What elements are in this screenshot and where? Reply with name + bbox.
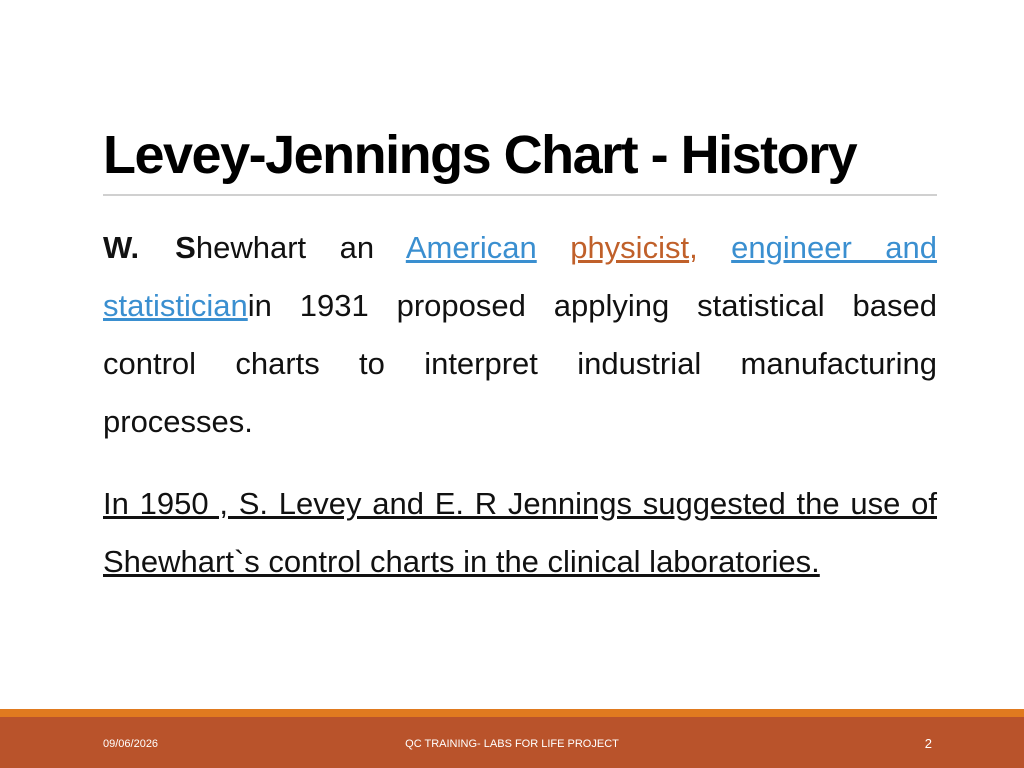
footer-title: QC TRAINING- LABS FOR LIFE PROJECT [405,738,619,750]
link-physicist[interactable]: physicist [570,230,690,265]
slide-title: Levey-Jennings Chart - History [103,125,857,185]
initial-s: S [175,230,196,265]
link-engineer[interactable]: engineer and [731,230,937,265]
space [537,230,570,265]
comma: , [689,230,698,265]
title-divider [103,194,937,196]
footer-stripe [0,709,1024,717]
text-segment: hewhart an [195,230,406,265]
paragraph-shewhart [103,219,937,451]
text-segment: in 1931 proposed applying statistical based control charts to interpret industrial manufacturing processes. [103,288,937,439]
footer-date: 09/06/2026 [103,738,159,750]
link-statistician[interactable]: statistician [103,288,248,323]
initial-w: W. [103,230,140,265]
slide-body [103,219,937,591]
page-number: 2 [924,736,932,751]
link-american[interactable]: American [405,230,537,265]
paragraph-levey-jennings: In 1950 , S. Levey and E. R Jennings suggested the use of Shewhart`s control charts in the clinical laboratories. [103,486,937,579]
space [698,230,731,265]
